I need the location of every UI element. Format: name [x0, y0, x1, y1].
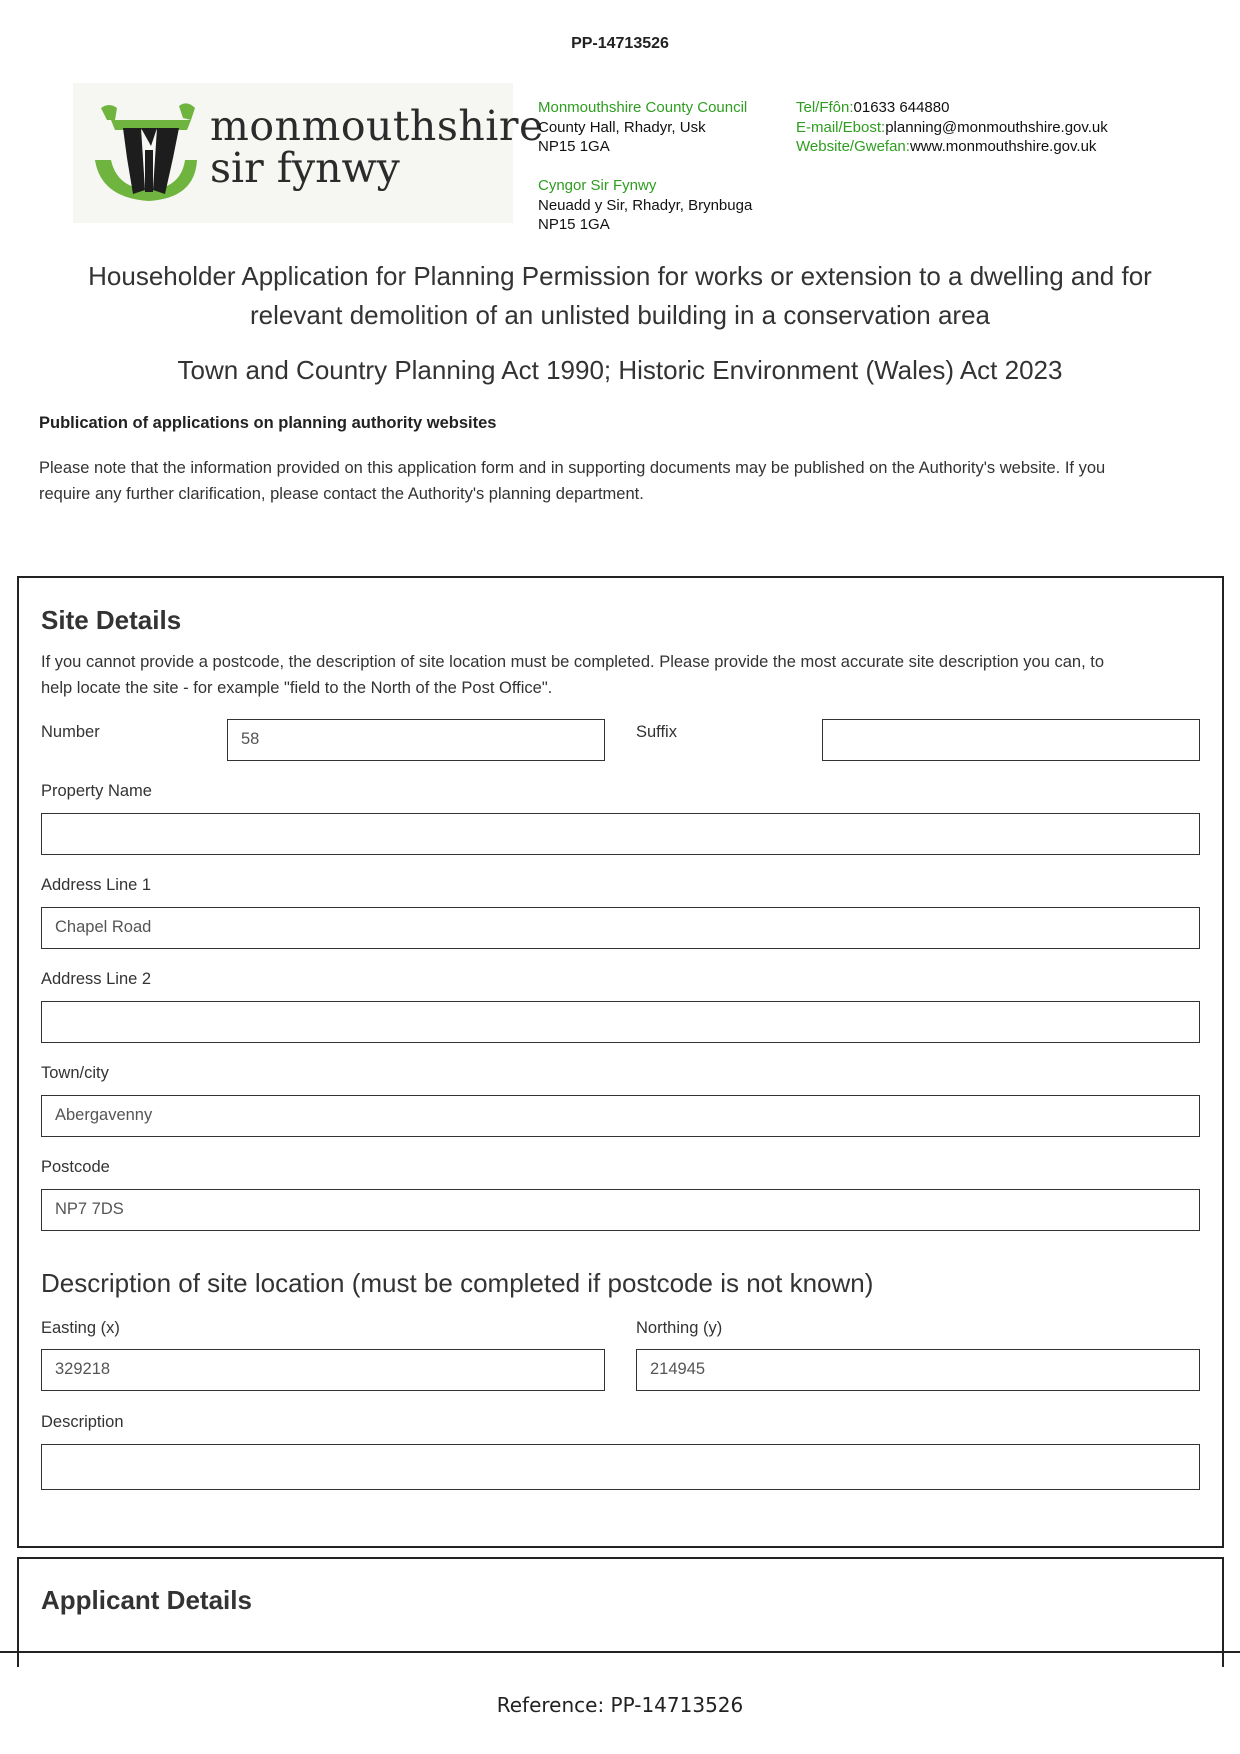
town-city-field[interactable]: Abergavenny	[41, 1095, 1200, 1137]
council-address-welsh	[538, 176, 752, 235]
council-logo	[73, 83, 544, 223]
address-postcode-welsh: NP15 1GA	[538, 216, 610, 233]
website-label: Website/Gwefan:	[796, 138, 910, 155]
publication-notice-line-1: Please note that the information provided on this application form and in supporting documents may be published on the Authority's website. If you	[39, 459, 1106, 477]
website-line	[796, 137, 1108, 157]
property-name-label: Property Name	[41, 782, 152, 800]
form-title-line-2: relevant demolition of an unlisted building in a conservation area	[249, 300, 991, 330]
address-line: County Hall, Rhadyr, Usk	[538, 118, 706, 136]
council-name-welsh: Cyngor Sir Fynwy	[538, 177, 657, 194]
description-field[interactable]	[41, 1444, 1200, 1490]
site-details-intro	[41, 649, 1211, 701]
reference-number-header: PP-14713526	[571, 35, 669, 52]
postcode-field[interactable]: NP7 7DS	[41, 1189, 1200, 1231]
legislation-title: Town and Country Planning Act 1990; Historic Environment (Wales) Act 2023	[177, 355, 1063, 385]
address-line-1-label: Address Line 1	[41, 876, 152, 894]
telephone-value: 01633 644880	[853, 99, 950, 116]
northing-label: Northing (y)	[636, 1319, 723, 1337]
easting-field[interactable]: 329218	[41, 1349, 605, 1391]
description-label: Description	[41, 1413, 124, 1431]
site-details-title: Site Details	[41, 605, 182, 635]
applicant-details-title: Applicant Details	[41, 1585, 252, 1615]
email-value: planning@monmouthshire.gov.uk	[885, 118, 1108, 136]
email-line	[796, 118, 1108, 138]
council-name-english: Monmouthshire County Council	[538, 99, 748, 116]
number-field[interactable]: 58	[227, 719, 605, 761]
address-postcode: NP15 1GA	[538, 138, 610, 155]
footer-divider	[0, 1651, 1240, 1653]
northing-field[interactable]: 214945	[636, 1349, 1200, 1391]
council-contact-details	[796, 98, 1108, 157]
logo-line-welsh: sir fynwy	[210, 144, 400, 192]
telephone-label: Tel/Ffôn:	[796, 99, 854, 116]
website-value: www.monmouthshire.gov.uk	[909, 138, 1097, 155]
suffix-field[interactable]	[822, 719, 1200, 761]
site-location-heading: Description of site location (must be completed if postcode is not known)	[41, 1268, 874, 1298]
reference-footer: Reference: PP-14713526	[496, 1693, 744, 1717]
number-label: Number	[41, 723, 100, 741]
property-name-field[interactable]	[41, 813, 1200, 855]
address-line-welsh: Neuadd y Sir, Rhadyr, Brynbuga	[538, 196, 753, 214]
easting-label: Easting (x)	[41, 1319, 120, 1337]
site-details-intro-line-2: help locate the site - for example "field to the North of the Post Office".	[41, 679, 553, 697]
form-title-line-1: Householder Application for Planning Permission for works or extension to a dwelling and for	[88, 261, 1152, 291]
address-line-1-field[interactable]: Chapel Road	[41, 907, 1200, 949]
address-line-2-label: Address Line 2	[41, 970, 152, 988]
publication-heading: Publication of applications on planning authority websites	[39, 414, 497, 432]
form-title	[40, 257, 1200, 335]
site-details-intro-line-1: If you cannot provide a postcode, the description of site location must be completed. Please provide the most accurate site description you can, to	[41, 653, 1105, 671]
council-address-english	[538, 98, 747, 157]
logo-line-english: monmouthshire	[210, 102, 544, 150]
email-label: E-mail/Ebost:	[796, 118, 886, 136]
suffix-label: Suffix	[636, 723, 677, 741]
telephone-line	[796, 98, 1108, 118]
council-crest-icon	[87, 98, 217, 208]
address-line-2-field[interactable]	[41, 1001, 1200, 1043]
publication-notice-line-2: require any further clarification, please contact the Authority's planning department.	[39, 485, 644, 503]
town-city-label: Town/city	[41, 1064, 109, 1082]
postcode-label: Postcode	[41, 1158, 110, 1176]
publication-notice	[39, 455, 1214, 507]
site-details-section	[17, 576, 1224, 1548]
logo-wordmark	[210, 102, 544, 192]
